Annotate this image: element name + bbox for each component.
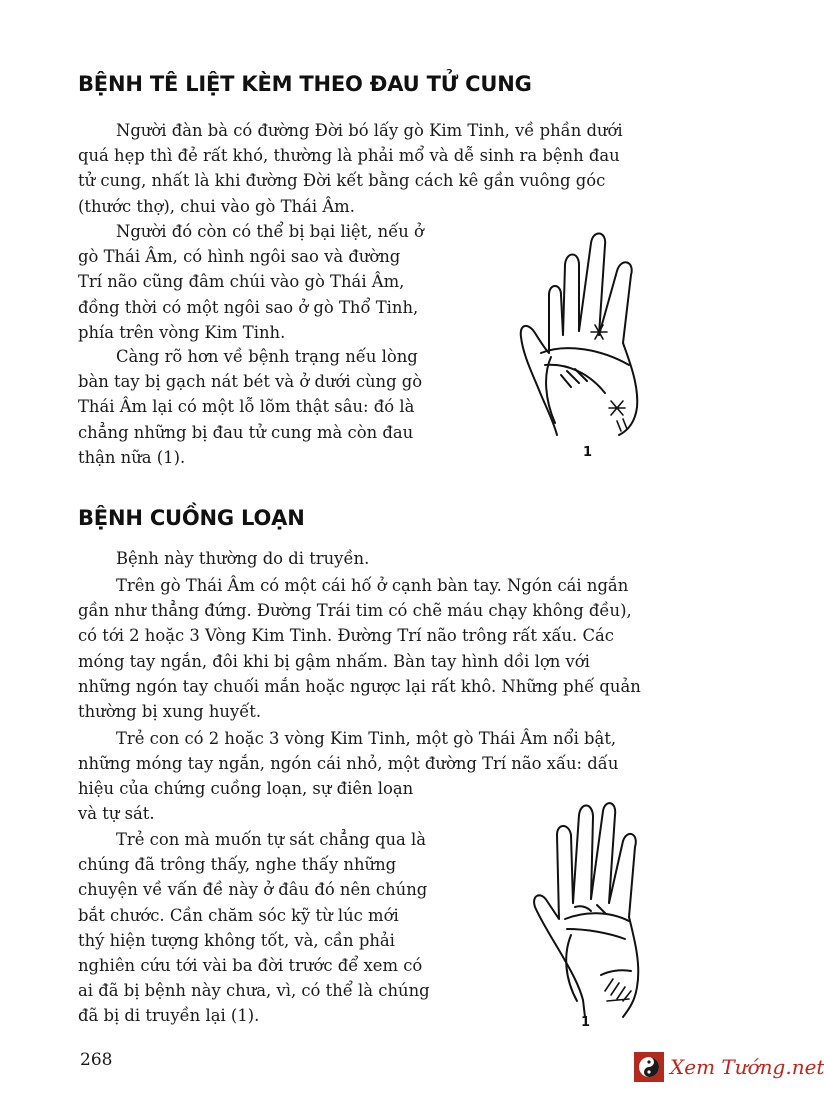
palm-illustration-1 bbox=[505, 225, 665, 460]
figure-1-label: 1 bbox=[583, 445, 593, 460]
section-1-paragraph-2: Người đó còn có thể bị bại liệt, nếu ở gò Thái Âm, có hình ngôi sao và đường Trí não cũng đâm chúi vào gò Thái Âm, đồng thời có một ngôi sao ở gò Thổ Tinh, phía trên vòng Kim Tinh. bbox=[78, 222, 424, 342]
section-2-paragraph-1: Bệnh này thường do di truyền. bbox=[116, 549, 370, 568]
page-number: 268 bbox=[80, 1050, 113, 1070]
section-1-title: BỆNH TÊ LIỆT KÈM THEO ĐAU TỬ CUNG bbox=[78, 72, 532, 96]
section-2-paragraph-4: Trẻ con mà muốn tự sát chẳng qua là chúng đã trông thấy, nghe thấy những chuyện về vấn đề này ở đâu đó nên chúng bắt chước. Cần chăm sóc kỹ từ lúc mới thý hiện tượng không tốt, và, cần phải nghiên cứu tới vài ba đời trước để xem có ai đã bị bệnh này chưa, vì, có thể là chúng đã bị di truyền lại (1). bbox=[78, 830, 430, 1026]
section-2-paragraph-3-continued: hiệu của chứng cuồng loạn, sự điên loạn và tự sát. bbox=[78, 779, 414, 824]
watermark-text[interactable]: Xem Tướng.net bbox=[670, 1055, 824, 1079]
section-2-title: BỆNH CUỒNG LOẠN bbox=[78, 506, 305, 530]
figure-2-label: 1 bbox=[581, 1015, 591, 1030]
section-2-paragraph-3: Trẻ con có 2 hoặc 3 vòng Kim Tinh, một gò Thái Âm nổi bật, những móng tay ngắn, ngón cái nhỏ, một đường Trí não xấu: dấu bbox=[78, 729, 619, 774]
section-1-paragraph-3: Càng rõ hơn về bệnh trạng nếu lòng bàn tay bị gạch nát bét và ở dưới cùng gò Thái Âm lại có một lỗ lõm thật sâu: đó là chẳng những bị đau tử cung mà còn đau thận nữa (1). bbox=[78, 347, 423, 467]
watermark bbox=[634, 1052, 824, 1082]
section-2-paragraph-2: Trên gò Thái Âm có một cái hố ở cạnh bàn tay. Ngón cái ngắn gần như thẳng đứng. Đường Trái tim có chẽ máu chạy không đều), có tới 2 hoặc 3 Vòng Kim Tinh. Đường Trí não trông rất xấu. Các móng tay ngắn, đôi khi bị gậm nhấm. Bàn tay hình dồi lợn với những ngón tay chuối mắn hoặc ngược lại rất khô. Những phế quản thường bị xung huyết. bbox=[78, 576, 641, 722]
palm-illustration-2 bbox=[505, 795, 665, 1030]
yin-yang-icon bbox=[634, 1052, 664, 1082]
section-1-paragraph-1: Người đàn bà có đường Đời bó lấy gò Kim Tinh, về phần dưới quá hẹp thì đẻ rất khó, thường là phải mổ và dễ sinh ra bệnh đau tử cung, nhất là khi đường Đời kết bằng cách kê gần vuông góc (thước thợ), chui vào gò Thái Âm. bbox=[78, 121, 623, 216]
